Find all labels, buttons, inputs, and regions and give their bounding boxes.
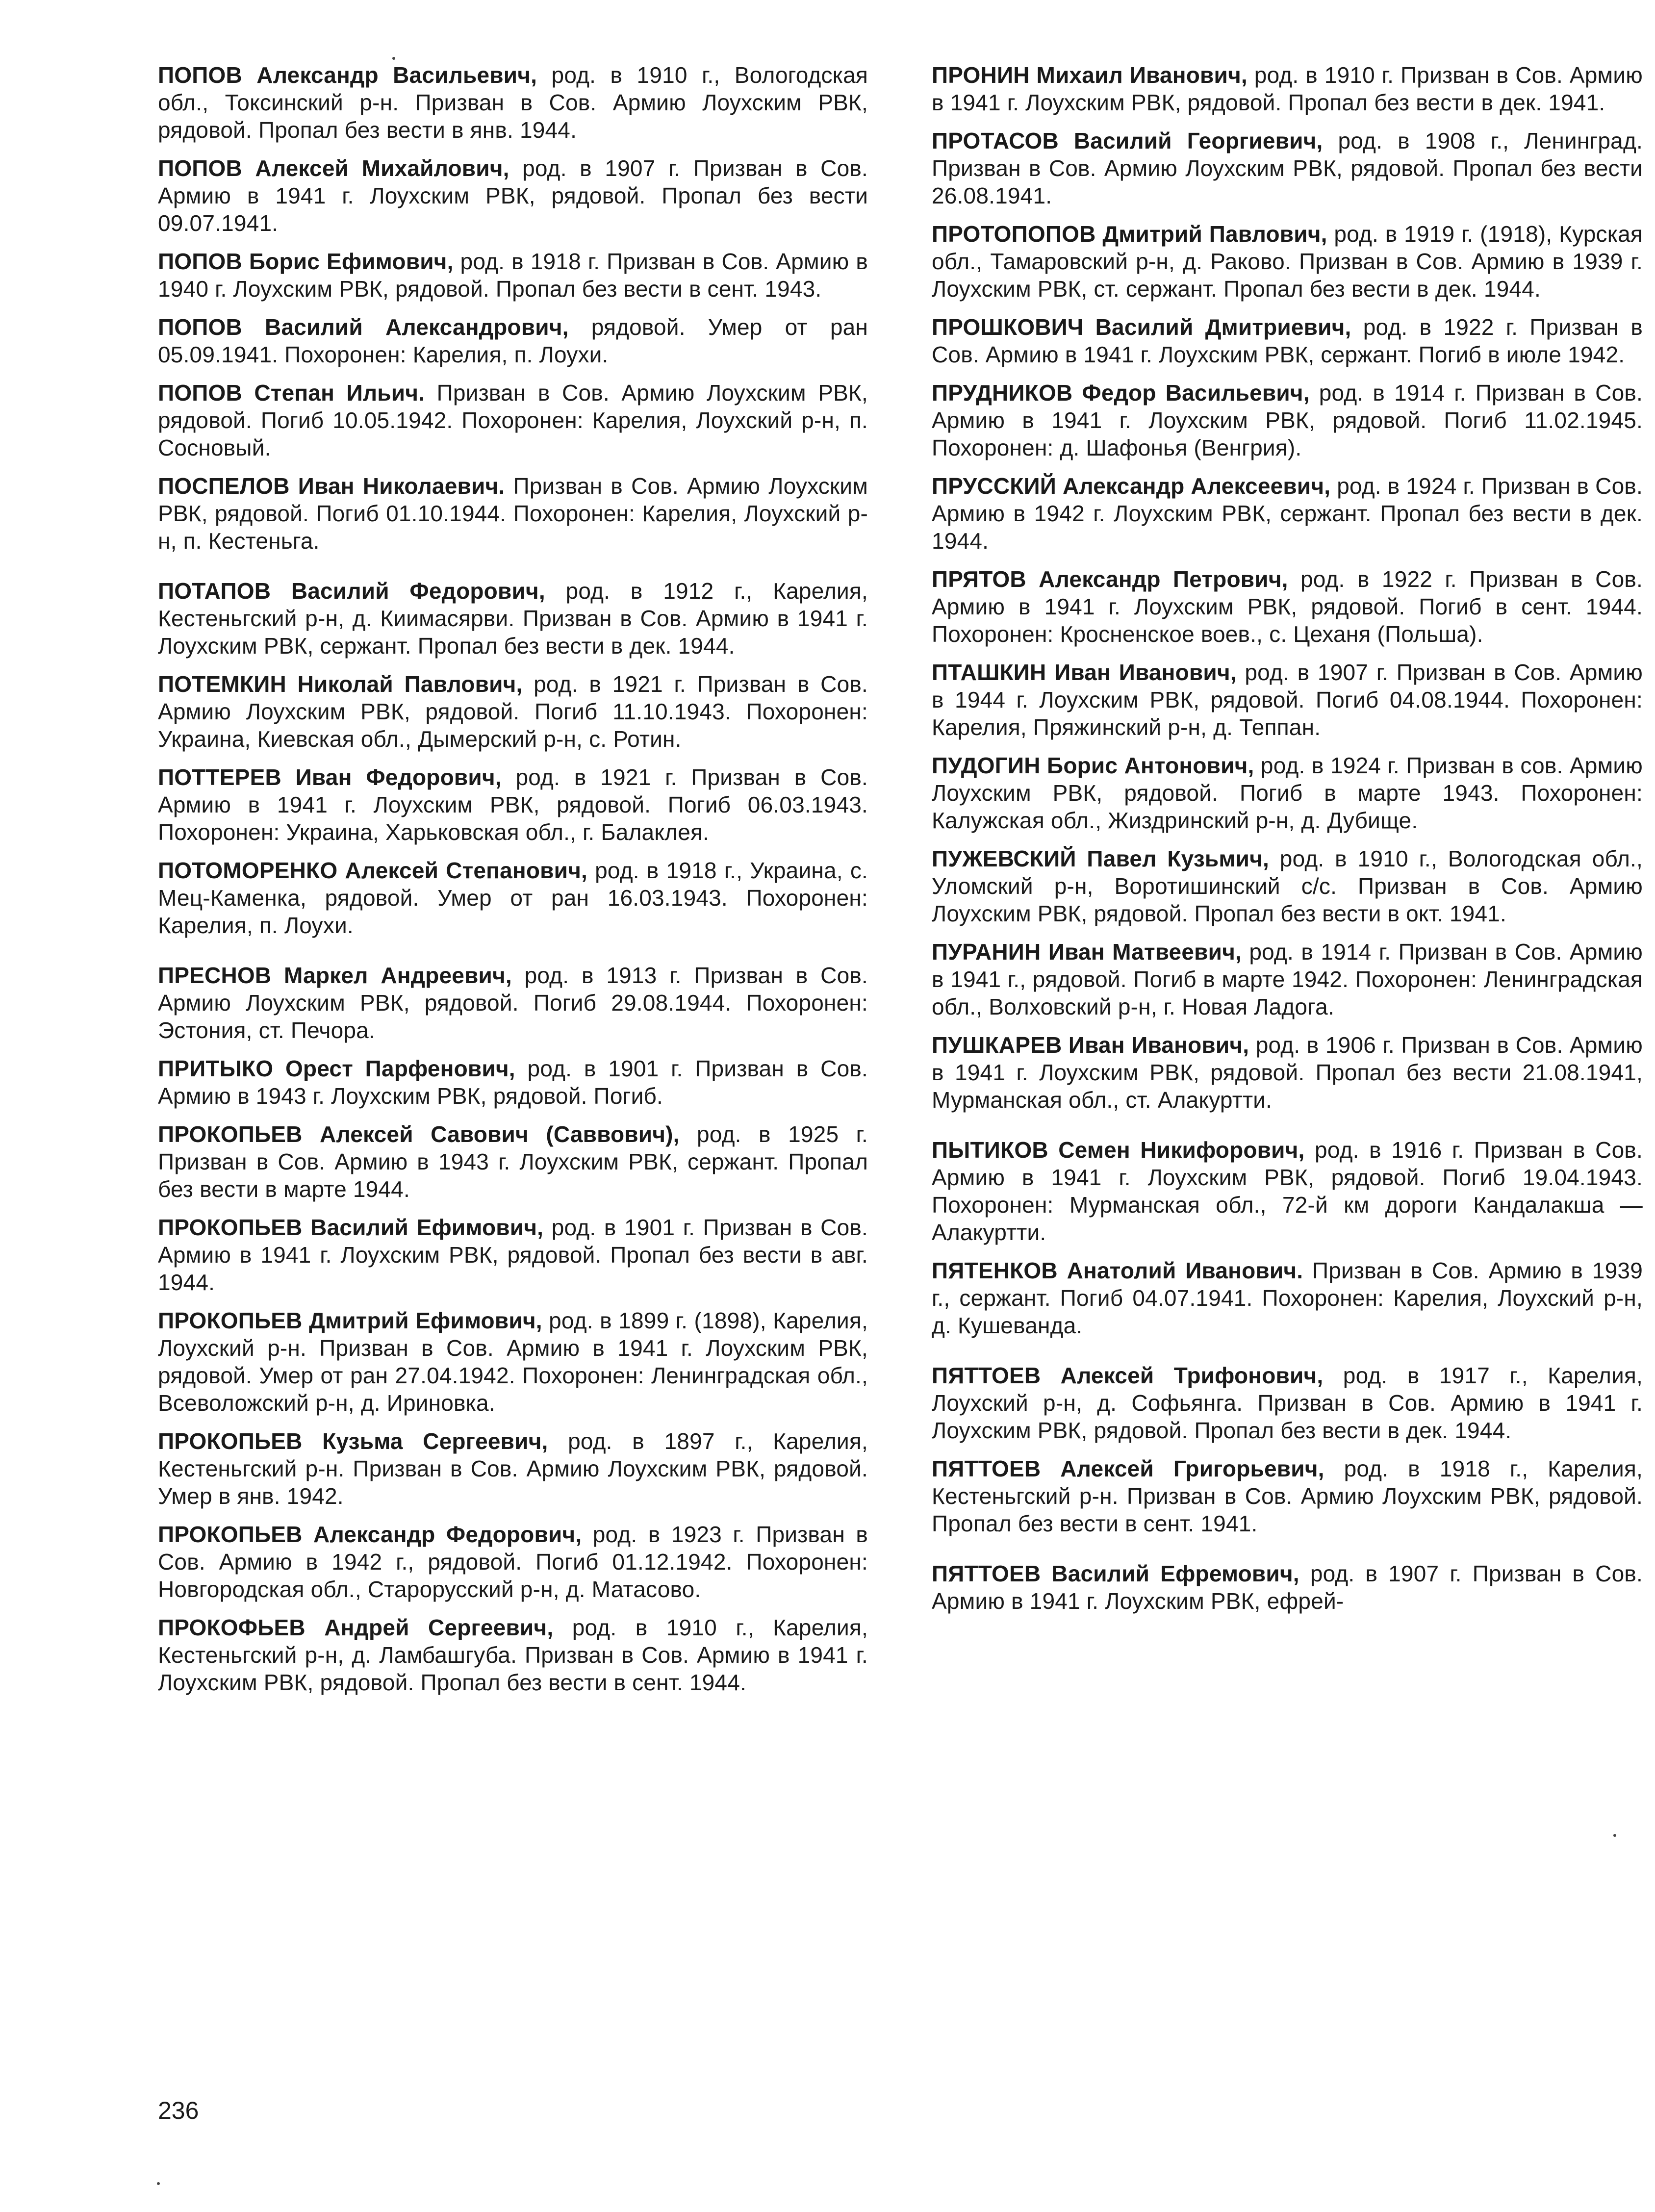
entry — [932, 1362, 1643, 1444]
entry — [932, 845, 1643, 927]
entry-name: ПЯТТОЕВ Алексей Трифонович, — [932, 1363, 1324, 1388]
entry — [932, 220, 1643, 303]
entry-name: ПРЯТОВ Александр Петрович, — [932, 566, 1288, 592]
entry — [158, 154, 868, 237]
entry-name: ПТАШКИН Иван Иванович, — [932, 660, 1237, 685]
entry-text: род. в 1914 г. Призван в Сов. Армию в 1941 г. Лоухским РВК, рядовой. Погиб 11.02.1945. Похоронен: д. Шафонья (Венгрия). — [932, 380, 1643, 460]
entry-name: ПОПОВ Александр Васильевич, — [158, 62, 537, 88]
entry-name: ПРОКОФЬЕВ Андрей Сергеевич, — [158, 1615, 554, 1640]
entry — [932, 938, 1643, 1020]
entry-text: род. в 1906 г. Призван в Сов. Армию в 1941 г. Лоухским РВК, рядовой. Пропал без вести 21.08.1941, Мурманская обл., ст. Алакуртти. — [932, 1032, 1643, 1113]
entry — [158, 379, 868, 461]
entry-text: Призван в Сов. Армию Лоухским РВК, рядовой. Погиб 01.10.1944. Похоронен: Карелия, Лоухский р-н, п. Кестеньга. — [158, 473, 868, 554]
entry-text: род. в 1922 г. Призван в Сов. Армию в 1941 г. Лоухским РВК, рядовой. Погиб в сент. 1944. Похоронен: Кросненское воев., с. Цеханя (Польша). — [932, 566, 1643, 647]
entry-text: рядовой. Умер от ран 05.09.1941. Похоронен: Карелия, п. Лоухи. — [158, 314, 868, 367]
entry-name: ПОТАПОВ Василий Федорович, — [158, 578, 545, 604]
entry — [158, 670, 868, 753]
entry — [158, 1521, 868, 1603]
entry-text: род. в 1914 г. Призван в Сов. Армию в 1941 г., рядовой. Погиб в марте 1942. Похоронен: Ленинградская обл., Волховский р-н, г. Новая Ладога. — [932, 939, 1643, 1019]
entry-text: род. в 1918 г. Призван в Сов. Армию в 1940 г. Лоухским РВК, рядовой. Пропал без вести в сент. 1943. — [158, 249, 868, 302]
page-number: 236 — [158, 2097, 199, 2124]
entry-text: род. в 1924 г. Призван в сов. Армию Лоухским РВК, рядовой. Погиб в марте 1943. Похоронен: Калужская обл., Жиздринский р-н, д. Дубище. — [932, 753, 1643, 833]
entry-name: ПРОТОПОПОВ Дмитрий Павлович, — [932, 221, 1327, 247]
entry — [932, 659, 1643, 741]
entry-text: род. в 1918 г., Карелия, Кестеньгский р-н. Призван в Сов. Армию Лоухским РВК, рядовой. Пропал без вести в сент. 1941. — [932, 1456, 1643, 1536]
entry — [158, 962, 868, 1044]
print-speck — [392, 57, 395, 60]
entry-text: род. в 1910 г., Карелия, Кестеньгский р-н, д. Ламбашгуба. Призван в Сов. Армию в 1941 г. Лоухским РВК, рядовой. Пропал без вести в сент. 1944. — [158, 1615, 868, 1695]
entry-name: ПОПОВ Борис Ефимович, — [158, 249, 454, 274]
entry — [158, 1614, 868, 1696]
entry-name: ПУДОГИН Борис Антонович, — [932, 753, 1254, 778]
entry-text: род. в 1907 г. Призван в Сов. Армию в 1941 г. Лоухским РВК, ефрей- — [932, 1561, 1643, 1614]
entry-name: ПРУДНИКОВ Федор Васильевич, — [932, 380, 1310, 406]
entry-name: ПРУССКИЙ Александр Алексеевич, — [932, 473, 1331, 499]
entry — [932, 752, 1643, 834]
entry-name: ПУЖЕВСКИЙ Павел Кузьмич, — [932, 846, 1269, 871]
entry — [932, 1136, 1643, 1246]
entry — [932, 1560, 1643, 1615]
entry — [932, 1257, 1643, 1339]
entry-name: ПЫТИКОВ Семен Никифорович, — [932, 1137, 1305, 1163]
entry-name: ПРОКОПЬЕВ Алексей Савович (Саввович), — [158, 1121, 680, 1147]
entry-text: род. в 1908 г., Ленинград. Призван в Сов. Армию Лоухским РВК, рядовой. Пропал без вести 26.08.1941. — [932, 128, 1643, 208]
entry-text: род. в 1901 г. Призван в Сов. Армию в 1941 г. Лоухским РВК, рядовой. Пропал без вести в авг. 1944. — [158, 1215, 868, 1295]
entry-text: Призван в Сов. Армию Лоухским РВК, рядовой. Погиб 10.05.1942. Похоронен: Карелия, Лоухский р-н, п. Сосновый. — [158, 380, 868, 460]
left-column — [158, 61, 868, 1707]
print-speck — [157, 2182, 160, 2185]
entry-name: ПРОШКОВИЧ Василий Дмитриевич, — [932, 314, 1351, 340]
entry-text: род. в 1916 г. Призван в Сов. Армию в 1941 г. Лоухским РВК, рядовой. Погиб 19.04.1943. Похоронен: Мурманская обл., 72-й км дороги Кандалакша — Алакуртти. — [932, 1137, 1643, 1245]
entry-text: род. в 1907 г. Призван в Сов. Армию в 1944 г. Лоухским РВК, рядовой. Погиб 04.08.1944. Похоронен: Карелия, Пряжинский р-н, д. Теппан. — [932, 660, 1643, 740]
entry-name: ПУШКАРЕВ Иван Иванович, — [932, 1032, 1249, 1058]
entry — [932, 313, 1643, 368]
entry-name: ПРОКОПЬЕВ Александр Федорович, — [158, 1522, 582, 1547]
entry — [932, 61, 1643, 116]
entry-text: род. в 1899 г. (1898), Карелия, Лоухский р-н. Призван в Сов. Армию в 1941 г. Лоухским РВК, рядовой. Умер от ран 27.04.1942. Похоронен: Ленинградская обл., Всеволожский р-н, д. Ириновка. — [158, 1308, 868, 1416]
entry-name: ПРИТЫКО Орест Парфенович, — [158, 1056, 515, 1081]
entry — [158, 1307, 868, 1417]
entry-name: ПОТОМОРЕНКО Алексей Степанович, — [158, 858, 588, 883]
entry-text: род. в 1912 г., Карелия, Кестеньгский р-н, д. Киимасярви. Призван в Сов. Армию в 1941 г. Лоухским РВК, сержант. Пропал без вести в дек. 1944. — [158, 578, 868, 659]
entry-text: род. в 1897 г., Карелия, Кестеньгский р-н. Призван в Сов. Армию Лоухским РВК, рядовой. Умер в янв. 1942. — [158, 1428, 868, 1509]
print-speck — [1613, 1834, 1616, 1837]
entry — [158, 857, 868, 939]
entry — [158, 763, 868, 846]
entry — [158, 313, 868, 368]
entry-text: Призван в Сов. Армию в 1939 г., сержант. Погиб 04.07.1941. Похоронен: Карелия, Лоухский р-н, д. Кушеванда. — [932, 1258, 1643, 1338]
entry-name: ПОПОВ Степан Ильич. — [158, 380, 425, 406]
entry-name: ПЯТТОЕВ Алексей Григорьевич, — [932, 1456, 1324, 1481]
entry-name: ПРОКОПЬЕВ Кузьма Сергеевич, — [158, 1428, 548, 1454]
entry-text: род. в 1918 г., Украина, с. Мец-Каменка, рядовой. Умер от ран 16.03.1943. Похоронен: Карелия, п. Лоухи. — [158, 858, 868, 938]
entry — [158, 1214, 868, 1296]
entry-text: род. в 1907 г. Призван в Сов. Армию в 1941 г. Лоухским РВК, рядовой. Пропал без вести 09.07.1941. — [158, 155, 868, 236]
entry — [158, 61, 868, 144]
entry-name: ПРОТАСОВ Василий Георгиевич, — [932, 128, 1323, 153]
entry-text: род. в 1910 г. Призван в Сов. Армию в 1941 г. Лоухским РВК, рядовой. Пропал без вести в дек. 1941. — [932, 62, 1643, 115]
entry — [158, 248, 868, 303]
entry-text: род. в 1925 г. Призван в Сов. Армию в 1943 г. Лоухским РВК, сержант. Пропал без вести в марте 1944. — [158, 1121, 868, 1202]
entry — [158, 1055, 868, 1110]
entry-name: ПРОКОПЬЕВ Дмитрий Ефимович, — [158, 1308, 542, 1333]
entry-name: ПРЕСНОВ Маркел Андреевич, — [158, 963, 512, 988]
entry — [932, 379, 1643, 461]
entry — [158, 577, 868, 660]
entry-name: ПЯТЕНКОВ Анатолий Иванович. — [932, 1258, 1303, 1283]
right-column — [932, 61, 1643, 1626]
entry-text: род. в 1921 г. Призван в Сов. Армию в 1941 г. Лоухским РВК, рядовой. Погиб 06.03.1943. Похоронен: Украина, Харьковская обл., г. Балаклея. — [158, 764, 868, 845]
entry-text: род. в 1910 г., Вологодская обл., Токсинский р-н. Призван в Сов. Армию Лоухским РВК, рядовой. Пропал без вести в янв. 1944. — [158, 62, 868, 143]
entry-name: ПЯТТОЕВ Василий Ефремович, — [932, 1561, 1299, 1586]
entry-text: род. в 1922 г. Призван в Сов. Армию в 1941 г. Лоухским РВК, сержант. Погиб в июле 1942. — [932, 314, 1643, 367]
entry-text: род. в 1921 г. Призван в Сов. Армию Лоухским РВК, рядовой. Погиб 11.10.1943. Похоронен: Украина, Киевская обл., Дымерский р-н, с. Ротин. — [158, 671, 868, 752]
entry-text: род. в 1913 г. Призван в Сов. Армию Лоухским РВК, рядовой. Погиб 29.08.1944. Похоронен: Эстония, ст. Печора. — [158, 963, 868, 1043]
entry-name: ПОПОВ Алексей Михайлович, — [158, 155, 509, 181]
entry-text: род. в 1923 г. Призван в Сов. Армию в 1942 г., рядовой. Погиб 01.12.1942. Похоронен: Новгородская обл., Старорусский р-н, д. Матасово. — [158, 1522, 868, 1602]
entry-name: ПОТЕМКИН Николай Павлович, — [158, 671, 523, 697]
entry-text: род. в 1901 г. Призван в Сов. Армию в 1943 г. Лоухским РВК, рядовой. Погиб. — [158, 1056, 868, 1109]
entry-name: ПОТТЕРЕВ Иван Федорович, — [158, 764, 502, 790]
entry-name: ПОСПЕЛОВ Иван Николаевич. — [158, 473, 505, 499]
entry-name: ПРОКОПЬЕВ Василий Ефимович, — [158, 1215, 544, 1240]
entry — [932, 127, 1643, 209]
entry — [932, 1455, 1643, 1537]
entry-text: род. в 1924 г. Призван в Сов. Армию в 1942 г. Лоухским РВК, сержант. Пропал без вести в дек. 1944. — [932, 473, 1643, 554]
entry-name: ПРОНИН Михаил Иванович, — [932, 62, 1248, 88]
entry — [932, 472, 1643, 555]
entry-text: род. в 1917 г., Карелия, Лоухский р-н, д. Софьянга. Призван в Сов. Армию в 1941 г. Лоухским РВК, рядовой. Пропал без вести в дек. 1944. — [932, 1363, 1643, 1443]
entry-name: ПОПОВ Василий Александрович, — [158, 314, 569, 340]
entry — [158, 1120, 868, 1203]
entry-text: род. в 1919 г. (1918), Курская обл., Тамаровский р-н, д. Раково. Призван в Сов. Армию в 1939 г. Лоухским РВК, ст. сержант. Пропал без вести в дек. 1944. — [932, 221, 1643, 302]
entry-name: ПУРАНИН Иван Матвеевич, — [932, 939, 1242, 965]
entry — [158, 472, 868, 555]
entry — [932, 1031, 1643, 1114]
entry — [932, 565, 1643, 648]
entry-text: род. в 1910 г., Вологодская обл., Уломский р-н, Воротишинский с/с. Призван в Сов. Армию Лоухским РВК, рядовой. Пропал без вести в окт. 1941. — [932, 846, 1643, 926]
entry — [158, 1427, 868, 1510]
